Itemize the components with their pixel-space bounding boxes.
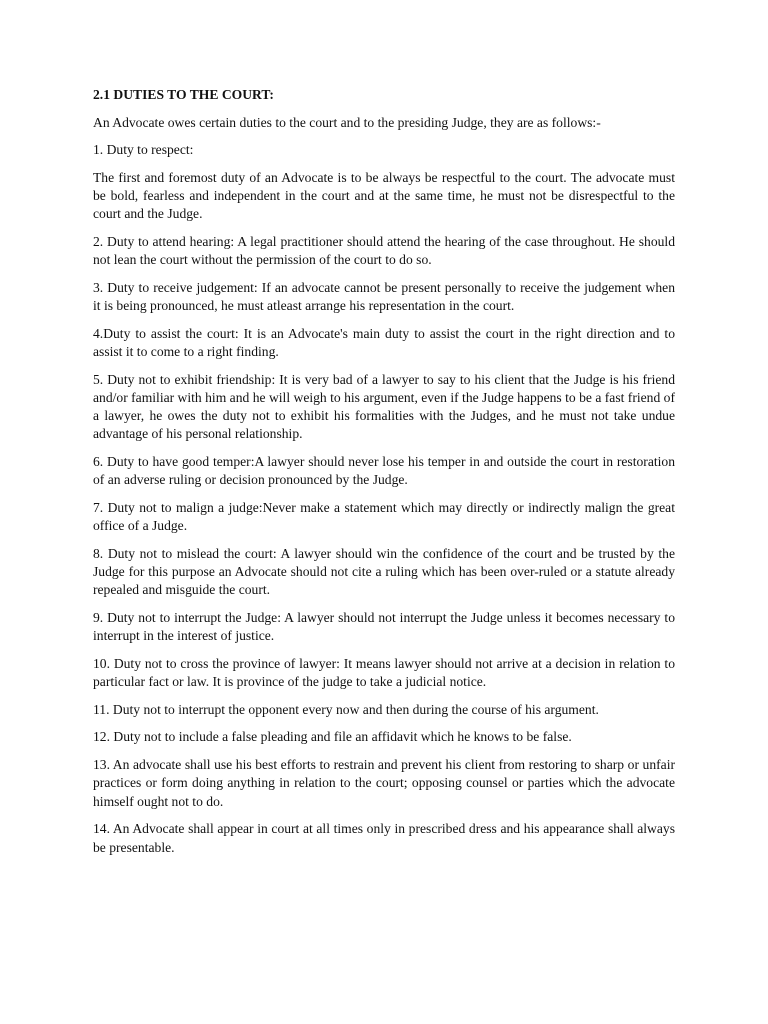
paragraph-restrain-client: 13. An advocate shall use his best efforts to restrain and prevent his client from restoring to sharp or unfair practices or form doing anything in relation to the court; opposing counsel or parties which the advocate himself ought not to do. bbox=[93, 757, 675, 809]
paragraph-duty-not-to-interrupt-judge: 9. Duty not to interrupt the Judge: A lawyer should not interrupt the Judge unless it becomes necessary to interrupt in the interest of justice. bbox=[93, 609, 675, 644]
paragraph-duty-no-false-pleading: 12. Duty not to include a false pleading and file an affidavit which he knows to be false. bbox=[93, 729, 572, 745]
paragraph-duty-not-to-malign-judge: 7. Duty not to malign a judge:Never make a statement which may directly or indirectly malign the great office of a Judge. bbox=[93, 499, 675, 534]
paragraph-duty-to-attend-hearing: 2. Duty to attend hearing: A legal practitioner should attend the hearing of the case throughout. He should not lean the court without the permission of the court to do so. bbox=[93, 234, 675, 268]
paragraph-duty-not-to-cross-province: 10. Duty not to cross the province of lawyer: It means lawyer should not arrive at a decision in relation to particular fact or law. It is province of the judge to take a judicial notice. bbox=[93, 655, 675, 690]
intro-paragraph: An Advocate owes certain duties to the court and to the presiding Judge, they are as follows:- bbox=[93, 114, 601, 130]
paragraph-duty-not-to-exhibit-friendship: 5. Duty not to exhibit friendship: It is very bad of a lawyer to say to his client that the Judge is his friend and/or familiar with him and he will weigh to his argument, even if the Judge happens to be a fast friend of a lawyer, he owes the duty not to exhibit his formalities with the Judges, and he must not take undue advantage of his personal relationship. bbox=[93, 371, 675, 442]
paragraph-duty-to-have-good-temper: 6. Duty to have good temper:A lawyer should never lose his temper in and outside the court in restoration of an adverse ruling or decision pronounced by the Judge. bbox=[93, 454, 675, 488]
paragraph-duty-to-respect-body: The first and foremost duty of an Advocate is to be always be respectful to the court. The advocate must be bold, fearless and independent in the court and at the same time, he must not be disrespectful to the court and the Judge. bbox=[93, 169, 675, 222]
paragraph-duty-not-to-interrupt-opponent: 11. Duty not to interrupt the opponent every now and then during the course of his argument. bbox=[93, 701, 599, 717]
section-heading: 2.1 DUTIES TO THE COURT: bbox=[93, 87, 274, 102]
paragraph-prescribed-dress: 14. An Advocate shall appear in court at all times only in prescribed dress and his appearance shall always be presentable. bbox=[93, 821, 675, 855]
paragraph-duty-to-assist-court: 4.Duty to assist the court: It is an Advocate's main duty to assist the court in the right direction and to assist it to come to a right finding. bbox=[93, 325, 675, 360]
paragraph-duty-not-to-mislead-court: 8. Duty not to mislead the court: A lawyer should win the confidence of the court and be trusted by the Judge for this purpose an Advocate should not cite a ruling which has been over-ruled or a statute already repealed and misguide the court. bbox=[93, 545, 675, 598]
paragraph-duty-to-receive-judgement: 3. Duty to receive judgement: If an advocate cannot be present personally to receive the judgement when it is being pronounced, he must atleast arrange his representation in the court. bbox=[93, 279, 675, 314]
paragraph-duty-to-respect-title: 1. Duty to respect: bbox=[93, 142, 194, 158]
document-body bbox=[93, 86, 675, 866]
